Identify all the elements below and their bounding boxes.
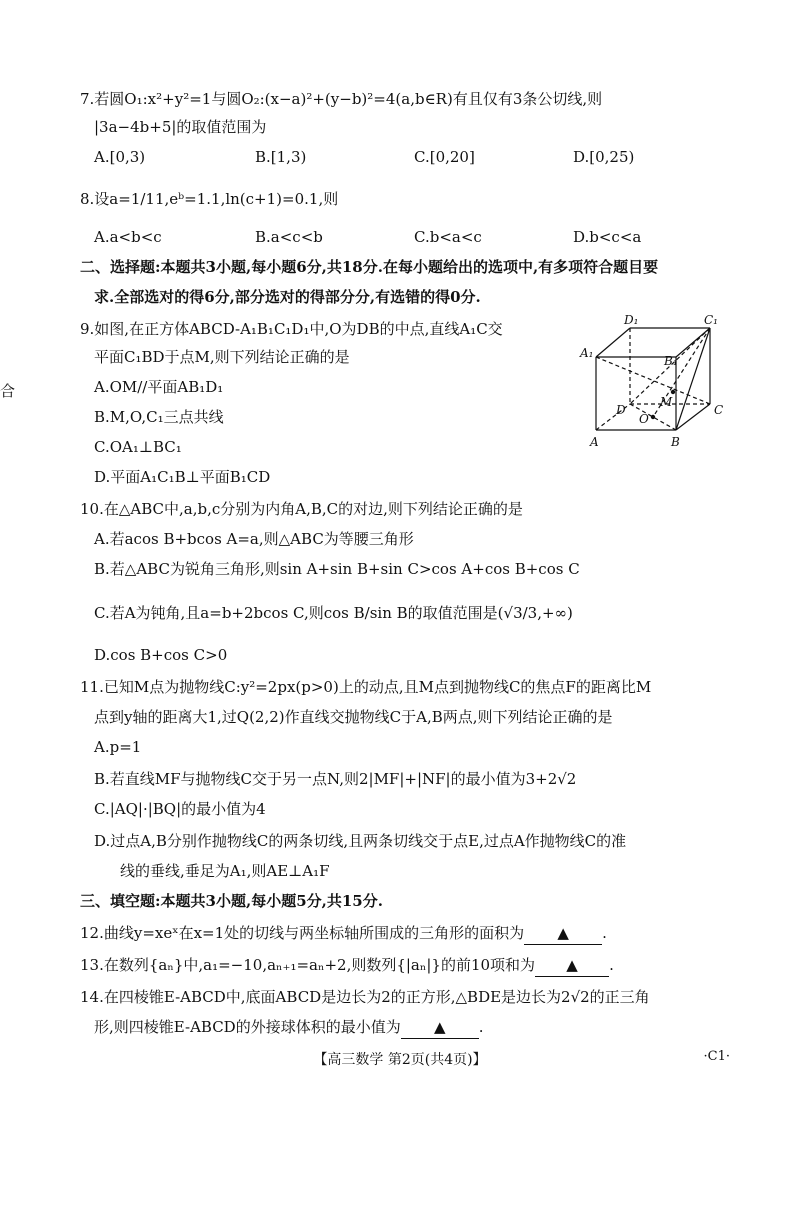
edge-bc: [676, 404, 710, 430]
q12-text: 12.曲线y=xeˣ在x=1处的切线与两坐标轴所围成的三角形的面积为: [80, 924, 525, 942]
q14-stem-line1: 14.在四棱锥E-ABCD中,底面ABCD是边长为2的正方形,△BDE是边长为2√2的正三角: [80, 988, 650, 1006]
q12-answer-blank: [524, 922, 602, 945]
margin-character: 合: [0, 382, 16, 400]
q14-answer-blank: [401, 1016, 479, 1039]
q9-option-a: A.OM//平面AB₁D₁: [94, 378, 224, 396]
q10-option-a: A.若acos B+bcos A=a,则△ABC为等腰三角形: [94, 530, 414, 548]
q8-option-d: D.b<c<a: [573, 228, 642, 246]
line-c1b: [676, 328, 710, 430]
label-a1: A₁: [580, 346, 594, 360]
q11-option-a: A.p=1: [94, 738, 142, 756]
section2-header-line1: 二、选择题:本题共3小题,每小题6分,共18分.在每小题给出的选项中,有多项符合题目要: [80, 258, 659, 276]
q9-stem-line2: 平面C₁BD于点M,则下列结论正确的是: [94, 348, 350, 366]
q12-stem: [80, 922, 607, 945]
cube-figure: [578, 312, 728, 452]
q10-stem: 10.在△ABC中,a,b,c分别为内角A,B,C的对边,则下列结论正确的是: [80, 500, 523, 518]
label-c1: C₁: [704, 313, 718, 327]
label-o: O: [639, 412, 649, 426]
q9-option-d: D.平面A₁C₁B⊥平面B₁CD: [94, 468, 271, 486]
label-m: M: [660, 395, 673, 409]
blank-triangle-icon: ▲: [433, 1018, 446, 1036]
q7-option-c: C.[0,20]: [414, 148, 475, 166]
label-a: A: [590, 435, 599, 449]
q7-option-d: D.[0,25): [573, 148, 635, 166]
label-b: B: [671, 435, 680, 449]
q13-stem: [80, 954, 614, 977]
q11-option-d-line1: D.过点A,B分别作抛物线C的两条切线,且两条切线交于点E,过点A作抛物线C的准: [94, 832, 627, 850]
point-o: [651, 415, 655, 419]
q7-stem-line2: |3a−4b+5|的取值范围为: [94, 118, 267, 136]
section2-header-line2: 求.全部选对的得6分,部分选对的得部分分,有选错的得0分.: [94, 288, 481, 306]
q10-option-c: C.若A为钝角,且a=b+2bcos C,则cos B/sin B的取值范围是(√3/3,+∞): [94, 604, 573, 622]
q13-text: 13.在数列{aₙ}中,a₁=−10,aₙ₊₁=aₙ+2,则数列{|aₙ|}的前10项和为: [80, 956, 536, 974]
q8-option-a: A.a<b<c: [94, 228, 162, 246]
page-footer: 【高三数学 第2页(共4页)】: [313, 1052, 487, 1068]
edge-a1d1: [596, 328, 630, 357]
label-c: C: [714, 403, 724, 417]
q8-stem: 8.设a=1/11,eᵇ=1.1,ln(c+1)=0.1,则: [80, 190, 339, 208]
label-d1: D₁: [624, 313, 639, 327]
blank-triangle-icon: ▲: [566, 956, 578, 974]
q10-option-d: D.cos B+cos C>0: [94, 646, 228, 664]
q7-stem-line1: 7.若圆O₁:x²+y²=1与圆O₂:(x−a)²+(y−b)²=4(a,b∈R)有且仅有3条公切线,则: [80, 90, 603, 108]
blank-triangle-icon: ▲: [557, 924, 569, 942]
q12-end-dot: .: [602, 924, 607, 942]
q9-stem-line1: 9.如图,在正方体ABCD-A₁B₁C₁D₁中,O为DB的中点,直线A₁C交: [80, 320, 503, 338]
q9-option-c: C.OA₁⊥BC₁: [94, 438, 182, 456]
page-code: ·C1·: [703, 1049, 730, 1064]
q14-stem-line2: [94, 1016, 484, 1039]
q13-answer-blank: [535, 954, 609, 977]
q9-option-b: B.M,O,C₁三点共线: [94, 408, 224, 426]
q7-option-b: B.[1,3): [255, 148, 307, 166]
label-b1: B₁: [664, 354, 678, 368]
q11-stem-line2: 点到y轴的距离大1,过Q(2,2)作直线交抛物线C于A,B两点,则下列结论正确的是: [94, 708, 613, 726]
q10-option-b: B.若△ABC为锐角三角形,则sin A+sin B+sin C>cos A+cos B+cos C: [94, 560, 580, 578]
q11-option-d-line2: 线的垂线,垂足为A₁,则AE⊥A₁F: [120, 862, 330, 880]
q8-option-c: C.b<a<c: [414, 228, 482, 246]
q11-option-c: C.|AQ|·|BQ|的最小值为4: [94, 800, 266, 818]
q7-option-a: A.[0,3): [94, 148, 146, 166]
q11-stem-line1: 11.已知M点为抛物线C:y²=2px(p>0)上的动点,且M点到抛物线C的焦点F的距离比M: [80, 678, 652, 696]
q14-end-dot: .: [478, 1018, 484, 1036]
label-d: D: [616, 403, 626, 417]
q14-text: 形,则四棱锥E-ABCD的外接球体积的最小值为: [94, 1018, 401, 1036]
q13-end-dot: .: [609, 956, 614, 974]
q8-option-b: B.a<c<b: [255, 228, 323, 246]
section3-header: 三、填空题:本题共3小题,每小题5分,共15分.: [80, 892, 383, 910]
q11-option-b: B.若直线MF与抛物线C交于另一点N,则2|MF|+|NF|的最小值为3+2√2: [94, 770, 577, 788]
point-m: [671, 390, 675, 394]
